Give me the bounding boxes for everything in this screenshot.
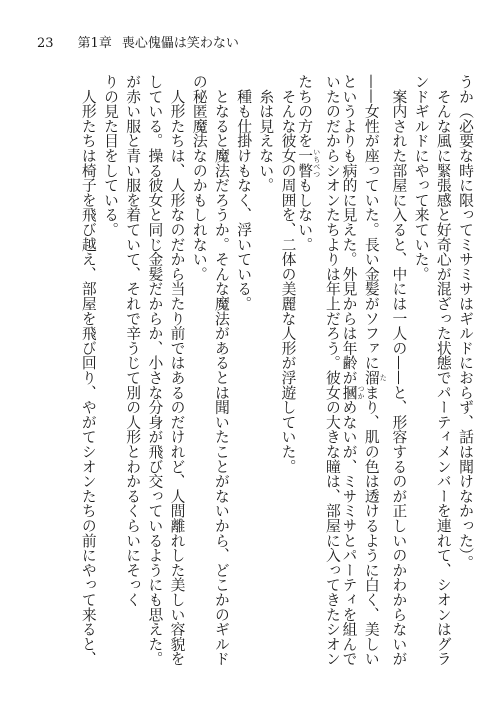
text-run: ンドギルドにやって来ていた。 xyxy=(412,74,430,282)
text-run: まり、肌の色は透けるように白く、美しい xyxy=(362,384,380,667)
text-column xyxy=(99,74,121,672)
text-run: いたのだからシオンたちよりは年上だろう。彼女の大きな瞳は、部屋に入ってきたシオン xyxy=(323,74,341,666)
ruby-reading: た xyxy=(379,370,388,385)
text-run: めないが、ミサミサとパーティを組んで xyxy=(340,399,358,667)
text-run: そんな彼女の周囲を、二体の美麗な人形が浮遊していた。 xyxy=(279,74,297,474)
text-column xyxy=(121,74,143,672)
running-header xyxy=(37,36,239,52)
text-run: もしない。 xyxy=(296,177,314,252)
body-text xyxy=(76,74,476,672)
text-run: ——女性が座っていた。長い金髪がソファに xyxy=(362,74,380,370)
text-column xyxy=(276,74,298,672)
ruby-reading: つか xyxy=(357,384,366,400)
text-run: 糸は見えない。 xyxy=(257,74,275,193)
text-column xyxy=(454,74,476,672)
text-run: そんな風に緊張感と好奇心が混ざった状態でパーティメンバーを連れて、シオンはグラ xyxy=(434,74,452,666)
ruby-word xyxy=(362,370,388,385)
text-run: の秘匿魔法なのかもしれない。 xyxy=(190,74,208,282)
text-run: している。操る彼女と同じ金髪だからか、小さな分身が飛び交っているようにも思えた。 xyxy=(146,74,164,666)
text-column xyxy=(165,74,187,672)
text-column xyxy=(409,74,431,672)
text-run: というよりも病的に見えた。外見からは年齢が xyxy=(340,74,358,385)
text-run: たちの方を xyxy=(296,74,314,148)
text-column xyxy=(188,74,210,672)
text-column xyxy=(321,74,343,672)
chapter-title: 喪心傀儡は笑わない xyxy=(121,36,239,51)
chapter-label: 第1章 xyxy=(77,36,112,51)
text-column xyxy=(387,74,409,672)
ruby-base: 摑 xyxy=(340,384,358,400)
text-run: となると魔法だろうか。そんな魔法があるとは聞いたことがないから、どこかのギルド xyxy=(212,74,230,666)
text-column xyxy=(143,74,165,672)
text-run: 種も仕掛けもなく、浮いている。 xyxy=(235,74,253,311)
text-column xyxy=(77,74,99,672)
ruby-word xyxy=(340,384,366,400)
text-column xyxy=(210,74,232,672)
text-run: 案内された部屋に入ると、中には一人の——と、形容するのが正しいのかわからないが xyxy=(390,74,408,666)
text-run: うか（必要な時に限ってミサミサはギルドにおらず、話は聞けなかった）。 xyxy=(457,74,474,570)
text-column xyxy=(232,74,254,672)
ruby-base: 一瞥 xyxy=(296,148,314,178)
text-column xyxy=(362,74,388,672)
text-column xyxy=(432,74,454,672)
text-column xyxy=(296,74,321,672)
text-run: が赤い服と青い服を着ていて、それで辛うじて別の人形とわかるくらいにそっく xyxy=(124,74,142,607)
text-run: 人形たちは、人形なのだから当たり前ではあるのだけれど、人間離れした美しい容貌を xyxy=(168,74,186,666)
ruby-word xyxy=(296,148,321,178)
page-number: 23 xyxy=(37,36,54,51)
ruby-reading: いちべつ xyxy=(312,148,321,178)
text-column xyxy=(254,74,276,672)
ruby-base: 溜 xyxy=(362,370,380,385)
text-run: 人形たちは椅子を飛び越え、部屋を飛び回り、やがてシオンたちの前にやって来ると、 xyxy=(79,74,97,666)
text-run: りの見た目をしている。 xyxy=(102,74,119,237)
